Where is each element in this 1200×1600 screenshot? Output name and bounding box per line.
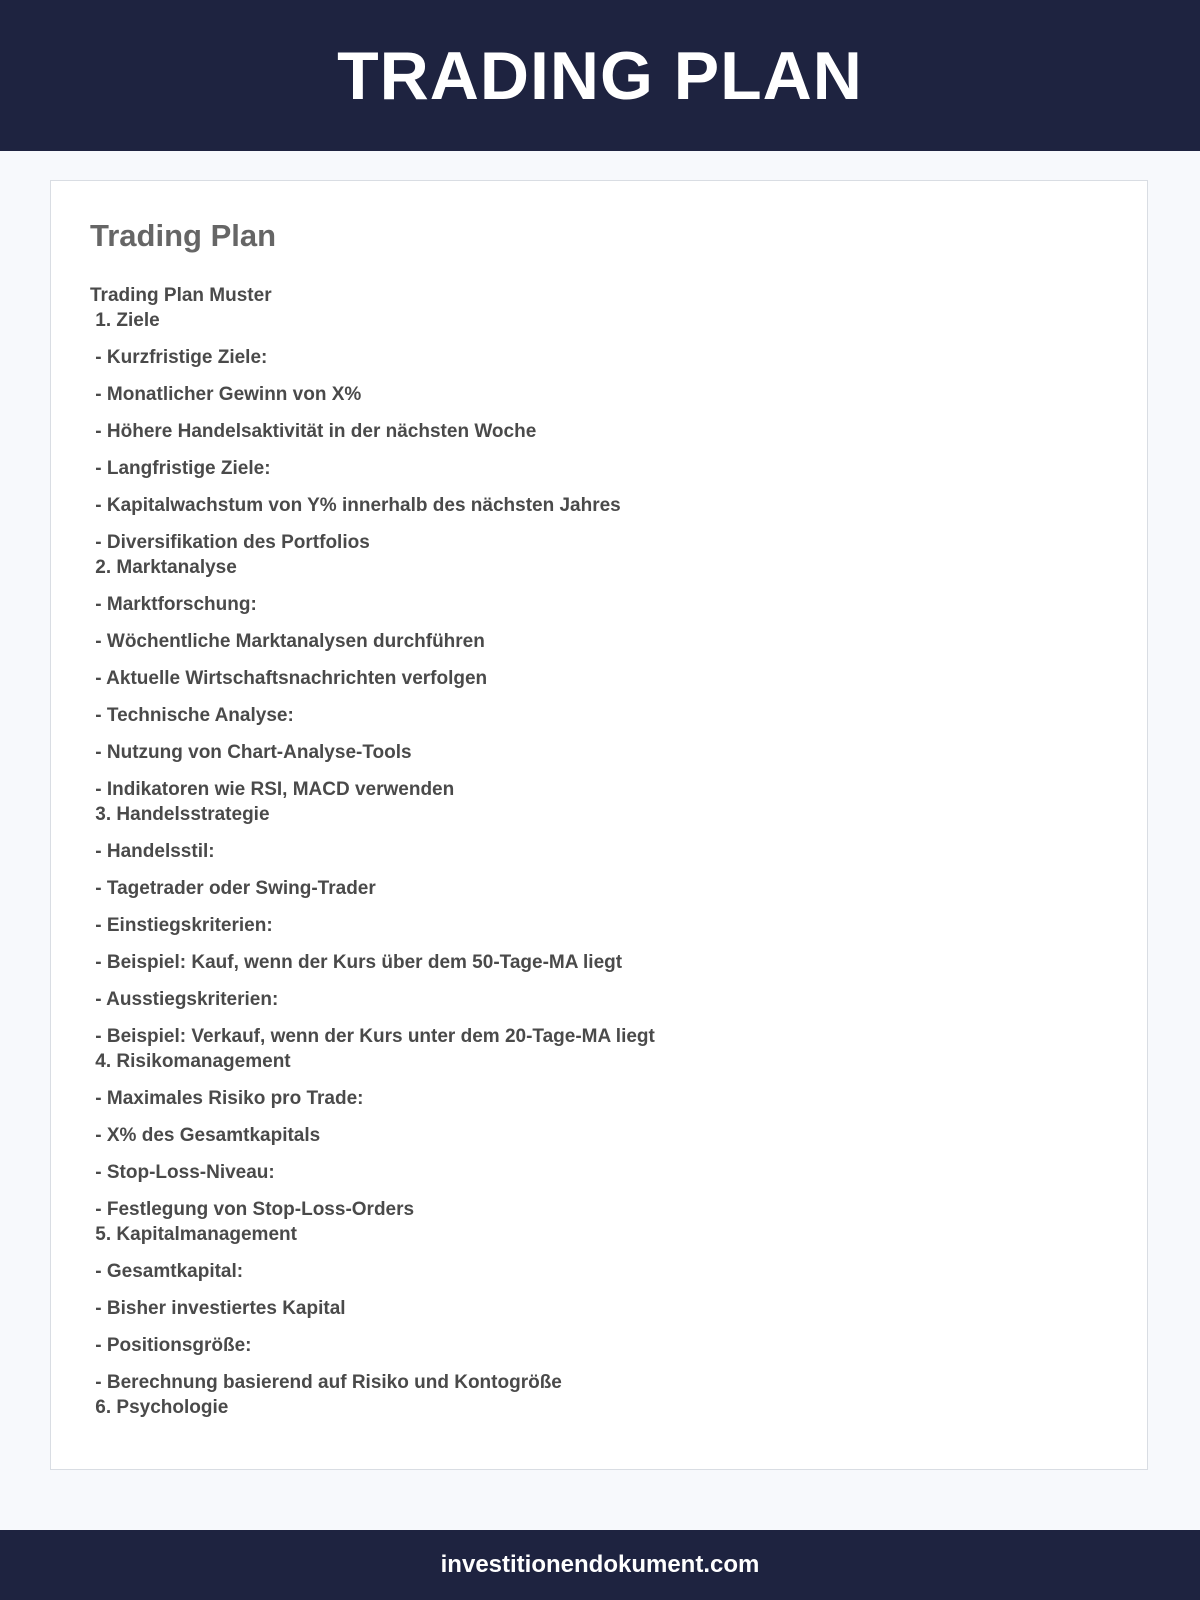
page-title: TRADING PLAN — [337, 37, 863, 114]
document-line: 2. Marktanalyse — [90, 557, 237, 578]
page-header — [0, 0, 1200, 151]
document-line: - Wöchentliche Marktanalysen durchführen — [90, 631, 485, 652]
document-line: - Handelsstil: — [90, 841, 215, 862]
document-line: 1. Ziele — [90, 310, 160, 331]
footer-site-link[interactable]: investitionendokument.com — [440, 1551, 760, 1578]
document-line: 4. Risikomanagement — [90, 1051, 291, 1072]
document-line: - Langfristige Ziele: — [90, 458, 271, 479]
document-line: - Technische Analyse: — [90, 705, 294, 726]
document-line: - Kapitalwachstum von Y% innerhalb des nächsten Jahres — [90, 495, 621, 516]
document-line: 6. Psychologie — [90, 1397, 229, 1418]
document-line: - Aktuelle Wirtschaftsnachrichten verfolgen — [90, 668, 488, 689]
document-line: - Monatlicher Gewinn von X% — [90, 384, 362, 405]
document-line: - Stop-Loss-Niveau: — [90, 1162, 275, 1183]
document-line: - Beispiel: Kauf, wenn der Kurs über dem 50-Tage-MA liegt — [90, 952, 623, 973]
document-line: - Gesamtkapital: — [90, 1261, 244, 1282]
document-line: - Kurzfristige Ziele: — [90, 347, 268, 368]
document-line: 5. Kapitalmanagement — [90, 1224, 297, 1245]
document-line: 3. Handelsstrategie — [90, 804, 270, 825]
page-footer — [0, 1530, 1200, 1600]
document-line: - Bisher investiertes Kapital — [90, 1298, 346, 1319]
document-card — [50, 180, 1148, 1470]
document-line: - Festlegung von Stop-Loss-Orders — [90, 1199, 415, 1220]
document-line: - Nutzung von Chart-Analyse-Tools — [90, 742, 412, 763]
document-title: Trading Plan — [90, 218, 277, 253]
document-line: - Indikatoren wie RSI, MACD verwenden — [90, 779, 455, 800]
document-line: Trading Plan Muster — [90, 285, 272, 306]
document-body — [90, 283, 655, 1420]
document-line: - Positionsgröße: — [90, 1335, 252, 1356]
document-line: - Berechnung basierend auf Risiko und Kontogröße — [90, 1372, 562, 1393]
document-line: - Einstiegskriterien: — [90, 915, 273, 936]
document-line: - Ausstiegskriterien: — [90, 989, 279, 1010]
document-line: - Höhere Handelsaktivität in der nächsten Woche — [90, 421, 537, 442]
document-line: - Tagetrader oder Swing-Trader — [90, 878, 376, 899]
document-line: - Diversifikation des Portfolios — [90, 532, 370, 553]
document-line: - Marktforschung: — [90, 594, 257, 615]
document-line: - Maximales Risiko pro Trade: — [90, 1088, 364, 1109]
document-line: - X% des Gesamtkapitals — [90, 1125, 321, 1146]
document-line: - Beispiel: Verkauf, wenn der Kurs unter dem 20-Tage-MA liegt — [90, 1026, 655, 1047]
